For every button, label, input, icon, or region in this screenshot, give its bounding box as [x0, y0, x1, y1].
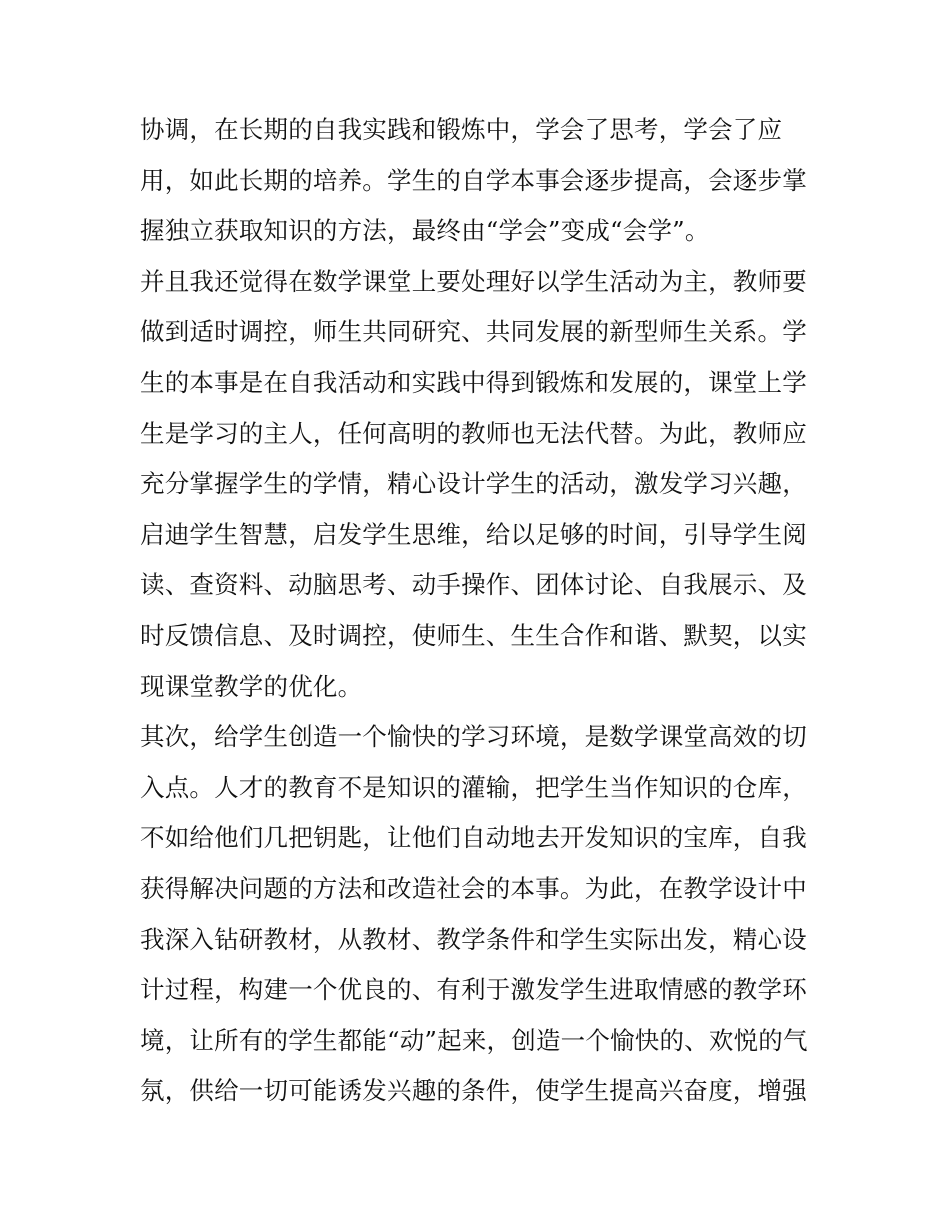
text-line: 并且我还觉得在数学课堂上要处理好以学生活动为主，教师要: [140, 266, 807, 296]
text-line: 时反馈信息、及时调控，使师生、生生合作和谐、默契，以实: [140, 620, 807, 650]
text-line: 氛，供给一切可能诱发兴趣的条件，使学生提高兴奋度，增强: [140, 1076, 807, 1106]
text-line: 协调，在长期的自我实践和锻炼中，学会了思考，学会了应: [140, 115, 783, 144]
text-line: 启迪学生智慧，启发学生思维，给以足够的时间，引导学生阅: [140, 519, 807, 549]
text-line: 计过程，构建一个优良的、有利于激发学生进取情感的教学环: [140, 975, 807, 1005]
text-line: 握独立获取知识的方法，最终由“学会”变成“会学”。: [140, 216, 710, 246]
text-line: 其次，给学生创造一个愉快的学习环境，是数学课堂高效的切: [140, 722, 807, 752]
text-line: 做到适时调控，师生共同研究、共同发展的新型师生关系。学: [140, 317, 807, 347]
body-text: [140, 105, 820, 1117]
text-line: 用，如此长期的培养。学生的自学本事会逐步提高，会逐步掌: [140, 165, 807, 195]
text-line: 境，让所有的学生都能“动”起来，创造一个愉快的、欢悦的气: [140, 1025, 808, 1055]
text-line: 现课堂教学的优化。: [140, 671, 363, 701]
text-line: 我深入钻研教材，从教材、教学条件和学生实际出发，精心设: [140, 924, 807, 954]
text-line: 生的本事是在自我活动和实践中得到锻炼和发展的，课堂上学: [140, 367, 807, 397]
text-line: 不如给他们几把钥匙，让他们自动地去开发知识的宝库，自我: [140, 823, 807, 853]
text-line: 生是学习的主人，任何高明的教师也无法代替。为此，教师应: [140, 418, 807, 448]
text-line: 入点。人才的教育不是知识的灌输，把学生当作知识的仓库，: [140, 772, 807, 802]
text-line: 读、查资料、动脑思考、动手操作、团体讨论、自我展示、及: [140, 570, 807, 600]
text-line: 充分掌握学生的学情，精心设计学生的活动，激发学习兴趣，: [140, 469, 807, 499]
text-line: 获得解决问题的方法和改造社会的本事。为此，在教学设计中: [140, 873, 807, 903]
